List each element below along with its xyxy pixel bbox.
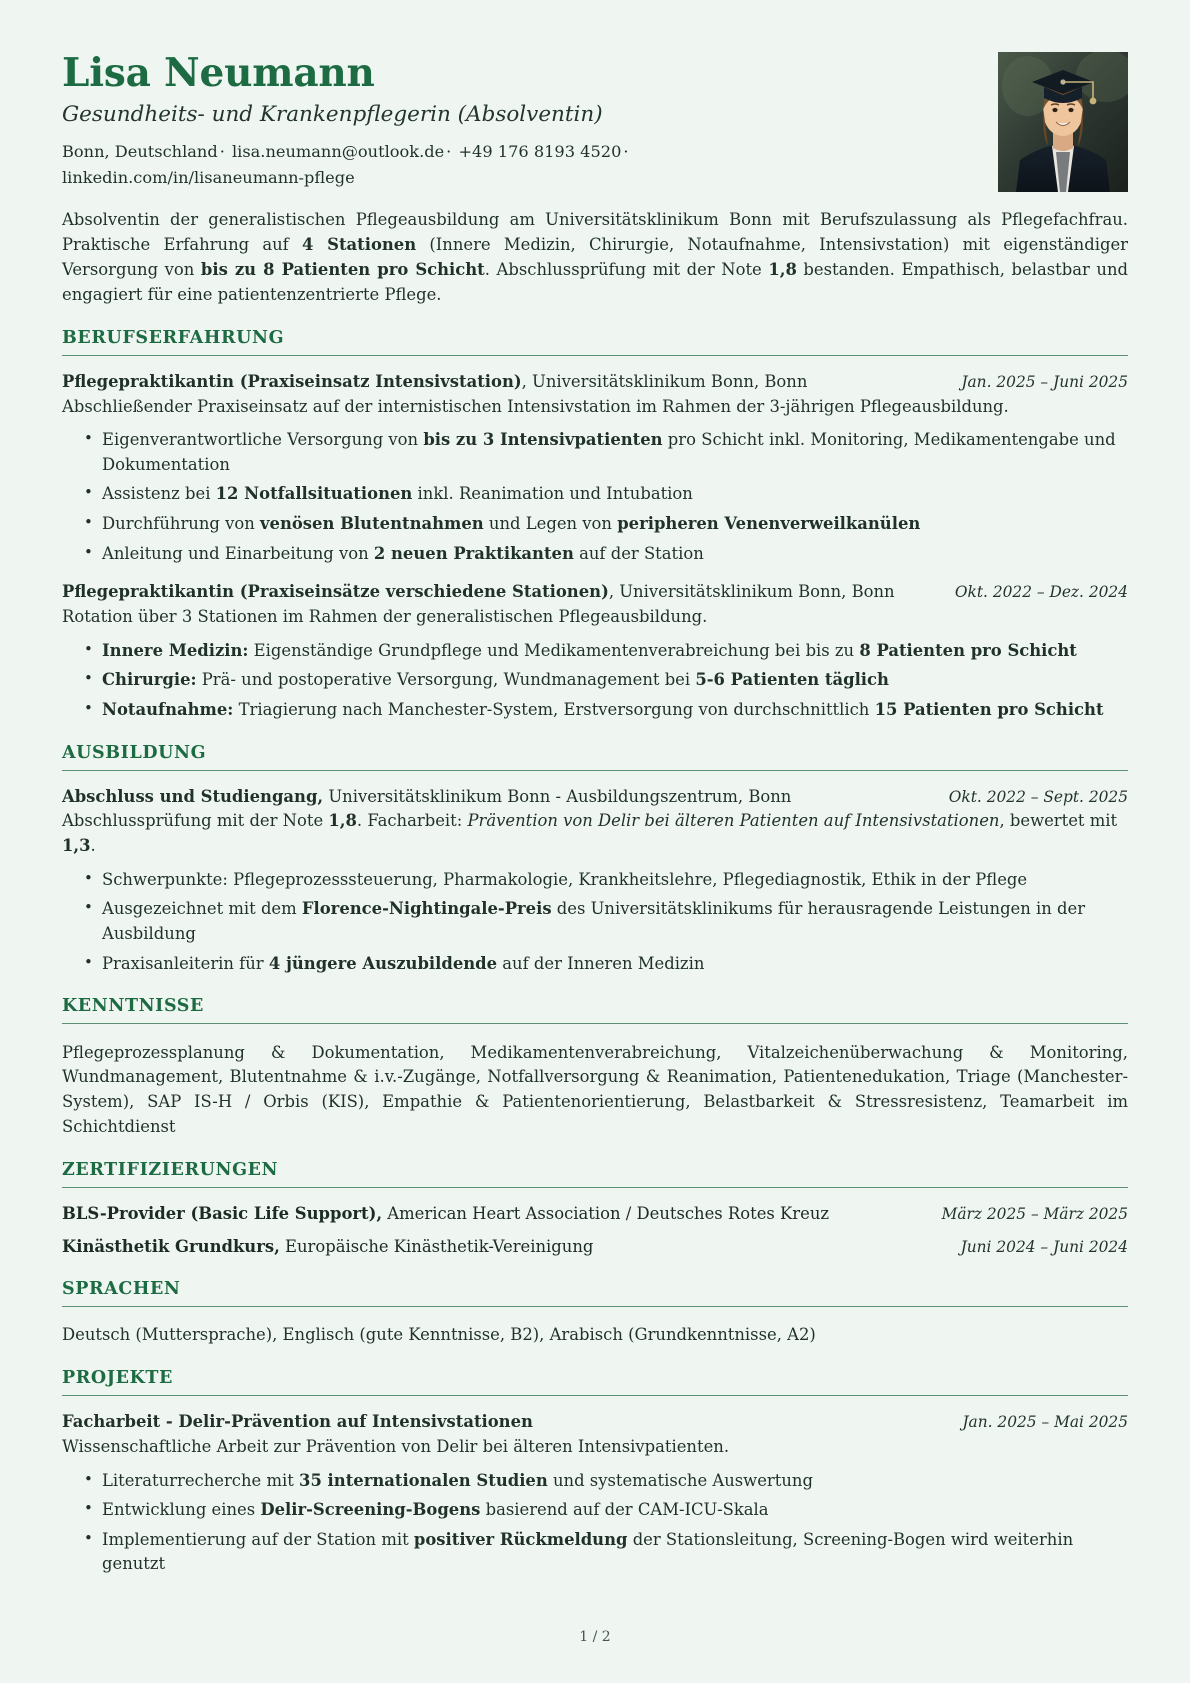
contact-line bbox=[62, 139, 702, 191]
list-item bbox=[84, 952, 1128, 977]
bullet-text: Entwicklung eines bbox=[102, 1500, 261, 1520]
bullet-text: Praxisanleiterin für bbox=[102, 953, 269, 973]
list-item bbox=[84, 428, 1128, 477]
list-item bbox=[84, 1469, 1128, 1494]
bullet-text-post: Eigenständige Grundpflege und Medikamentenverabreichung bei bis zu bbox=[248, 640, 860, 660]
professional-summary bbox=[62, 208, 1128, 308]
edu-sub-post: . bbox=[90, 836, 96, 856]
section-divider bbox=[62, 1395, 1128, 1396]
certification-name: Kinästhetik Grundkurs, bbox=[62, 1237, 280, 1257]
languages-text: Deutsch (Muttersprache), Englisch (gute Kenntnisse, B2), Arabisch (Grundkenntnisse, A2) bbox=[62, 1325, 816, 1345]
certification-date: März 2025 – März 2025 bbox=[941, 1205, 1128, 1224]
resume-header bbox=[62, 52, 1128, 192]
summary-bold-1: 4 Stationen bbox=[301, 234, 417, 254]
page-number: 1 / 2 bbox=[579, 1629, 611, 1645]
education-subtitle bbox=[62, 809, 1128, 858]
project-entry bbox=[62, 1410, 1128, 1577]
section-title-languages: SPRACHEN bbox=[62, 1278, 181, 1299]
entry-title bbox=[62, 580, 937, 603]
bullet-bold: positiver Rückmeldung bbox=[413, 1529, 628, 1549]
project-bullet-list bbox=[62, 1469, 1128, 1577]
section-title-experience: BERUFSERFAHRUNG bbox=[62, 327, 285, 348]
bullet-bold: bis zu 3 Intensivpatienten bbox=[423, 430, 663, 450]
bullet-bold: 35 internationalen Studien bbox=[299, 1470, 548, 1490]
bullet-text-post: Triagierung nach Manchester-System, Erstversorgung von durchschnittlich bbox=[233, 699, 875, 719]
bullet-text: Literaturrecherche mit bbox=[102, 1470, 300, 1490]
bullet-text: Eigenverantwortliche Versorgung von bbox=[102, 430, 424, 450]
bullet-text-post: und systematische Auswertung bbox=[547, 1470, 813, 1490]
section-projects bbox=[62, 1368, 1128, 1577]
summary-part-4: bestanden. Empathisch, belastbar und engagiert für eine patientenzentrierte Pflege. bbox=[62, 259, 1128, 304]
section-title-certifications: ZERTIFIZIERUNGEN bbox=[62, 1160, 279, 1181]
contact-separator-1: · bbox=[219, 141, 225, 161]
certification-issuer: American Heart Association / Deutsches Rotes Kreuz bbox=[382, 1204, 830, 1224]
certification-title bbox=[62, 1202, 829, 1226]
contact-phone[interactable]: +49 176 8193 4520 bbox=[458, 141, 622, 161]
section-divider bbox=[62, 355, 1128, 356]
bullet-text-post: auf der Station bbox=[573, 543, 704, 563]
section-skills bbox=[62, 996, 1128, 1140]
list-item bbox=[84, 1498, 1128, 1523]
contact-separator-3: · bbox=[623, 141, 629, 161]
experience-entry bbox=[62, 370, 1128, 567]
bullet-bold: 2 neuen Praktikanten bbox=[373, 543, 574, 563]
list-item bbox=[84, 698, 1128, 723]
contact-separator-2: · bbox=[446, 141, 452, 161]
list-item bbox=[84, 668, 1128, 693]
bullet-text: Ausgezeichnet mit dem bbox=[102, 899, 302, 919]
summary-bold-2: bis zu 8 Patienten pro Schicht bbox=[200, 259, 485, 279]
bullet-bold-2: 15 Patienten pro Schicht bbox=[874, 699, 1104, 719]
bullet-bold: 4 jüngere Auszubildende bbox=[268, 953, 498, 973]
bullet-text-post: inkl. Reanimation und Intubation bbox=[412, 484, 693, 504]
header-text-block bbox=[62, 52, 998, 191]
certification-issuer: Europäische Kinästhetik-Vereinigung bbox=[279, 1237, 594, 1257]
job-bullet-list bbox=[62, 428, 1128, 566]
section-title-skills: KENNTNISSE bbox=[62, 996, 204, 1017]
edu-sub-mid: . Facharbeit: bbox=[356, 811, 468, 831]
list-item bbox=[84, 897, 1128, 946]
thesis-title: Prävention von Delir bei älteren Patienten auf Intensivstationen bbox=[467, 811, 1000, 831]
bullet-text: Schwerpunkte: Pflegeprozesssteuerung, Pharmakologie, Krankheitslehre, Pflegediagnostik, Ethik in der Pflege bbox=[102, 869, 1028, 889]
bullet-text-post: basierend auf der CAM-ICU-Skala bbox=[480, 1500, 769, 1520]
bullet-bold: venösen Blutentnahmen bbox=[260, 514, 484, 534]
bullet-bold: Notaufnahme: bbox=[102, 699, 234, 719]
section-experience bbox=[62, 328, 1128, 723]
section-divider bbox=[62, 1306, 1128, 1307]
section-title-projects: PROJEKTE bbox=[62, 1368, 173, 1389]
section-title-education: AUSBILDUNG bbox=[62, 742, 207, 763]
list-item bbox=[84, 482, 1128, 507]
summary-bold-3: 1,8 bbox=[768, 259, 797, 279]
bullet-text-post: Prä- und postoperative Versorgung, Wundmanagement bei bbox=[196, 670, 696, 690]
page-title: Lisa Neumann bbox=[62, 50, 375, 96]
job-subtitle: Abschließender Praxiseinsatz auf der internistischen Intensivstation im Rahmen der 3-jährigen Pflegeausbildung. bbox=[62, 396, 1009, 416]
section-divider bbox=[62, 1187, 1128, 1188]
bullet-text: Anleitung und Einarbeitung von bbox=[102, 543, 374, 563]
summary-part-1: Absolventin der generalistischen Pflegeausbildung am Universitätsklinikum Bonn mit Berufszulassung als Pflegefachfrau. Praktische Erfahrung auf bbox=[62, 210, 1128, 254]
bullet-bold-2: 5-6 Patienten täglich bbox=[695, 670, 889, 690]
entry-header bbox=[62, 370, 1128, 394]
avatar bbox=[998, 52, 1128, 192]
bullet-text-post: pro Schicht inkl. Monitoring, Medikamentengabe und Dokumentation bbox=[102, 430, 1116, 474]
list-item bbox=[84, 1528, 1128, 1577]
education-date: Okt. 2022 – Sept. 2025 bbox=[948, 787, 1128, 806]
certification-row bbox=[62, 1202, 1128, 1226]
degree-name: Abschluss und Studiengang, bbox=[62, 786, 324, 806]
bullet-bold-2: peripheren Venenverweilkanülen bbox=[617, 514, 921, 534]
job-role: Pflegepraktikantin (Praxiseinsätze verschiedene Stationen) bbox=[62, 582, 609, 602]
entry-title bbox=[62, 785, 931, 808]
job-role: Pflegepraktikantin (Praxiseinsatz Intensivstation) bbox=[62, 371, 522, 391]
entry-title bbox=[62, 370, 943, 393]
certification-date: Juni 2024 – Juni 2024 bbox=[960, 1238, 1128, 1257]
job-bullet-list bbox=[62, 639, 1128, 723]
project-name: Facharbeit - Delir-Prävention auf Intensivstationen bbox=[62, 1412, 533, 1432]
bullet-text-post: der Stationsleitung, Screening-Bogen wird weiterhin genutzt bbox=[102, 1529, 1074, 1574]
section-divider bbox=[62, 770, 1128, 771]
edu-sub-mid-2: , bewertet mit bbox=[999, 811, 1118, 831]
professional-headline: Gesundheits- und Krankenpflegerin (Absolventin) bbox=[62, 102, 603, 128]
project-date: Jan. 2025 – Mai 2025 bbox=[962, 1413, 1128, 1432]
bullet-bold: Florence-Nightingale-Preis bbox=[301, 899, 552, 919]
contact-location: Bonn, Deutschland bbox=[62, 141, 218, 161]
job-date: Okt. 2022 – Dez. 2024 bbox=[954, 583, 1128, 602]
job-subtitle: Rotation über 3 Stationen im Rahmen der generalistischen Pflegeausbildung. bbox=[62, 607, 708, 627]
list-item bbox=[84, 639, 1128, 664]
bullet-bold: Delir-Screening-Bogens bbox=[260, 1500, 481, 1520]
job-company: , Universitätsklinikum Bonn, Bonn bbox=[521, 371, 808, 391]
bullet-text: Implementierung auf der Station mit bbox=[102, 1529, 414, 1549]
bullet-bold-2: 8 Patienten pro Schicht bbox=[859, 640, 1077, 660]
edu-grade-1: 1,8 bbox=[328, 811, 357, 831]
contact-linkedin[interactable]: linkedin.com/in/lisaneumann-pflege bbox=[62, 168, 355, 188]
bullet-text-post: und Legen von bbox=[483, 514, 618, 534]
job-company: , Universitätsklinikum Bonn, Bonn bbox=[608, 582, 895, 602]
certification-row bbox=[62, 1235, 1128, 1259]
bullet-text-post: auf der Inneren Medizin bbox=[497, 953, 705, 973]
bullet-text: Assistenz bei bbox=[102, 484, 216, 504]
edu-sub-pre: Abschlussprüfung mit der Note bbox=[62, 811, 329, 831]
certification-name: BLS-Provider (Basic Life Support), bbox=[62, 1204, 383, 1224]
project-subtitle: Wissenschaftliche Arbeit zur Prävention von Delir bei älteren Intensivpatienten. bbox=[62, 1437, 730, 1457]
section-divider bbox=[62, 1023, 1128, 1024]
bullet-text: Durchführung von bbox=[102, 514, 260, 534]
entry-title bbox=[62, 1410, 944, 1433]
entry-header bbox=[62, 1410, 1128, 1434]
section-languages bbox=[62, 1279, 1128, 1348]
certification-title bbox=[62, 1235, 593, 1259]
section-certifications bbox=[62, 1160, 1128, 1259]
education-entry bbox=[62, 785, 1128, 977]
list-item bbox=[84, 868, 1128, 893]
bullet-text-post: des Universitätsklinikums für herausragende Leistungen in der Ausbildung bbox=[102, 899, 1086, 943]
summary-part-2: (Innere Medizin, Chirurgie, Notaufnahme, Intensivstation) mit eigenständiger Versorgung von bbox=[62, 234, 1128, 279]
bullet-bold: 12 Notfallsituationen bbox=[215, 484, 413, 504]
job-date: Jan. 2025 – Juni 2025 bbox=[961, 372, 1128, 391]
bullet-bold: Innere Medizin: bbox=[102, 640, 249, 660]
education-bullet-list bbox=[62, 868, 1128, 976]
skills-text: Pflegeprozessplanung & Dokumentation, Medikamentenverabreichung, Vitalzeichenüberwachung & Monitoring, Wundmanagement, Blutentnahme & i.v.-Zugänge, Notfallversorgung & Reanimation, Patientenedukation, Triage (Manchester-System), SAP IS-H / Orbis (KIS), Empathie & Patientenorientierung, Belastbarkeit & Stressresistenz, Teamarbeit im Schichtdienst bbox=[62, 1042, 1128, 1137]
section-education bbox=[62, 743, 1128, 977]
portrait-photo-icon bbox=[998, 52, 1128, 192]
summary-part-3: . Abschlussprüfung mit der Note bbox=[484, 259, 769, 279]
contact-email[interactable]: lisa.neumann@outlook.de bbox=[232, 141, 445, 161]
school-name: Universitätsklinikum Bonn - Ausbildungszentrum, Bonn bbox=[323, 786, 792, 806]
page-footer bbox=[0, 1629, 1190, 1645]
list-item bbox=[84, 542, 1128, 567]
edu-grade-2: 1,3 bbox=[62, 836, 91, 856]
list-item bbox=[84, 512, 1128, 537]
bullet-bold: Chirurgie: bbox=[102, 670, 197, 690]
experience-entry bbox=[62, 580, 1128, 722]
entry-header bbox=[62, 580, 1128, 604]
entry-header bbox=[62, 785, 1128, 809]
